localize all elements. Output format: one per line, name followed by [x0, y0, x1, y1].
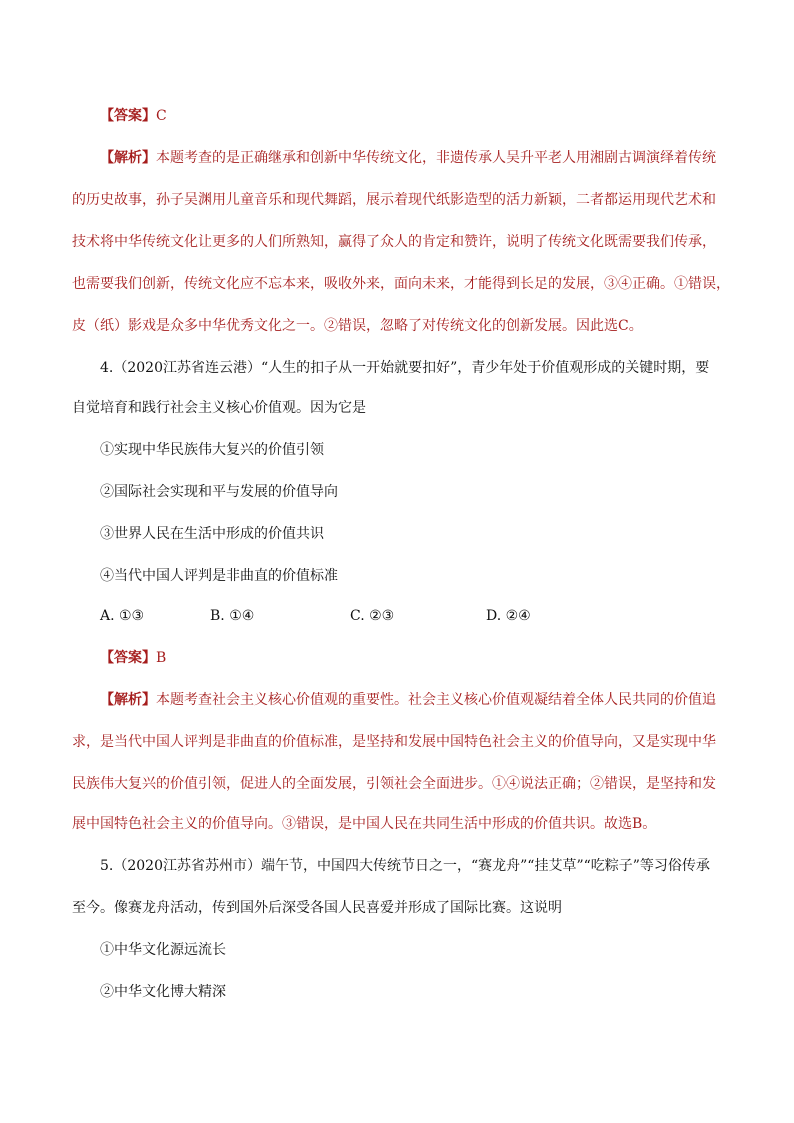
analysis-line [100, 148, 720, 168]
question-4-option: ②国际社会实现和平与发展的价值导向 [100, 484, 338, 500]
question-4-option: ①实现中华民族伟大复兴的价值引领 [100, 442, 324, 458]
question-5-option: ②中华文化博大精深 [100, 984, 226, 1000]
analysis-line: 技术将中华传统文化让更多的人们所熟知，赢得了众人的肯定和赞许，说明了传统文化既需要我们传承， [72, 234, 716, 250]
question-4-stem: 4.（2020江苏省连云港）“人生的扣子从一开始就要扣好”，青少年处于价值观形成的关键时期，要 [100, 360, 710, 376]
analysis-text: 本题考查的是正确继承和创新中华传统文化，非遗传承人吴升平老人用湘剧古调演绎着传统 [156, 150, 716, 166]
question-5-option: ①中华文化源远流长 [100, 942, 226, 958]
answer-line-1 [100, 106, 720, 126]
question-5-stem: 至今。像赛龙舟活动，传到国外后深受各国人民喜爱并形成了国际比赛。这说明 [72, 900, 562, 916]
choice-a: A. ①③ [100, 608, 145, 624]
analysis-line: 的历史故事，孙子吴渊用儿童音乐和现代舞蹈，展示着现代纸影造型的活力新颖，二者都运用现代艺术和 [72, 192, 716, 208]
question-4-option: ④当代中国人评判是非曲直的价值标准 [100, 568, 338, 584]
analysis-line: 民族伟大复兴的价值引领，促进人的全面发展，引领社会全面进步。①④说法正确；②错误，是坚持和发 [72, 776, 716, 792]
question-4-option: ③世界人民在生活中形成的价值共识 [100, 526, 324, 542]
analysis-line: 展中国特色社会主义的价值导向。③错误，是中国人民在共同生活中形成的价值共识。故选B。 [72, 816, 657, 832]
choice-d: D. ②④ [486, 608, 531, 624]
analysis-tag: 【解析】 [100, 150, 156, 166]
analysis-line: 皮（纸）影戏是众多中华优秀文化之一。②错误，忽略了对传统文化的创新发展。因此选C。 [72, 318, 643, 334]
analysis-tag: 【解析】 [100, 692, 156, 708]
choice-b: B. ①④ [210, 608, 255, 624]
question-4-choices [100, 606, 720, 626]
answer-line-2 [100, 648, 720, 668]
answer-value: C [156, 108, 167, 124]
answer-tag: 【答案】 [100, 650, 156, 666]
analysis-line: 求，是当代中国人评判是非曲直的价值标准，是坚持和发展中国特色社会主义的价值导向，又是实现中华 [72, 734, 716, 750]
question-4-stem: 自觉培育和践行社会主义核心价值观。因为它是 [72, 400, 366, 416]
analysis-line [100, 690, 720, 710]
choice-c: C. ②③ [350, 608, 395, 624]
answer-value: B [156, 650, 167, 666]
answer-tag: 【答案】 [100, 108, 156, 124]
analysis-line: 也需要我们创新，传统文化应不忘本来，吸收外来，面向未来，才能得到长足的发展，③④正确。①错误， [72, 276, 730, 292]
question-5-stem: 5.（2020江苏省苏州市）端午节，中国四大传统节日之一，“赛龙舟”“挂艾草”“吃粽子”等习俗传承 [100, 858, 710, 874]
analysis-text: 本题考查社会主义核心价值观的重要性。社会主义核心价值观凝结着全体人民共同的价值追 [156, 692, 716, 708]
